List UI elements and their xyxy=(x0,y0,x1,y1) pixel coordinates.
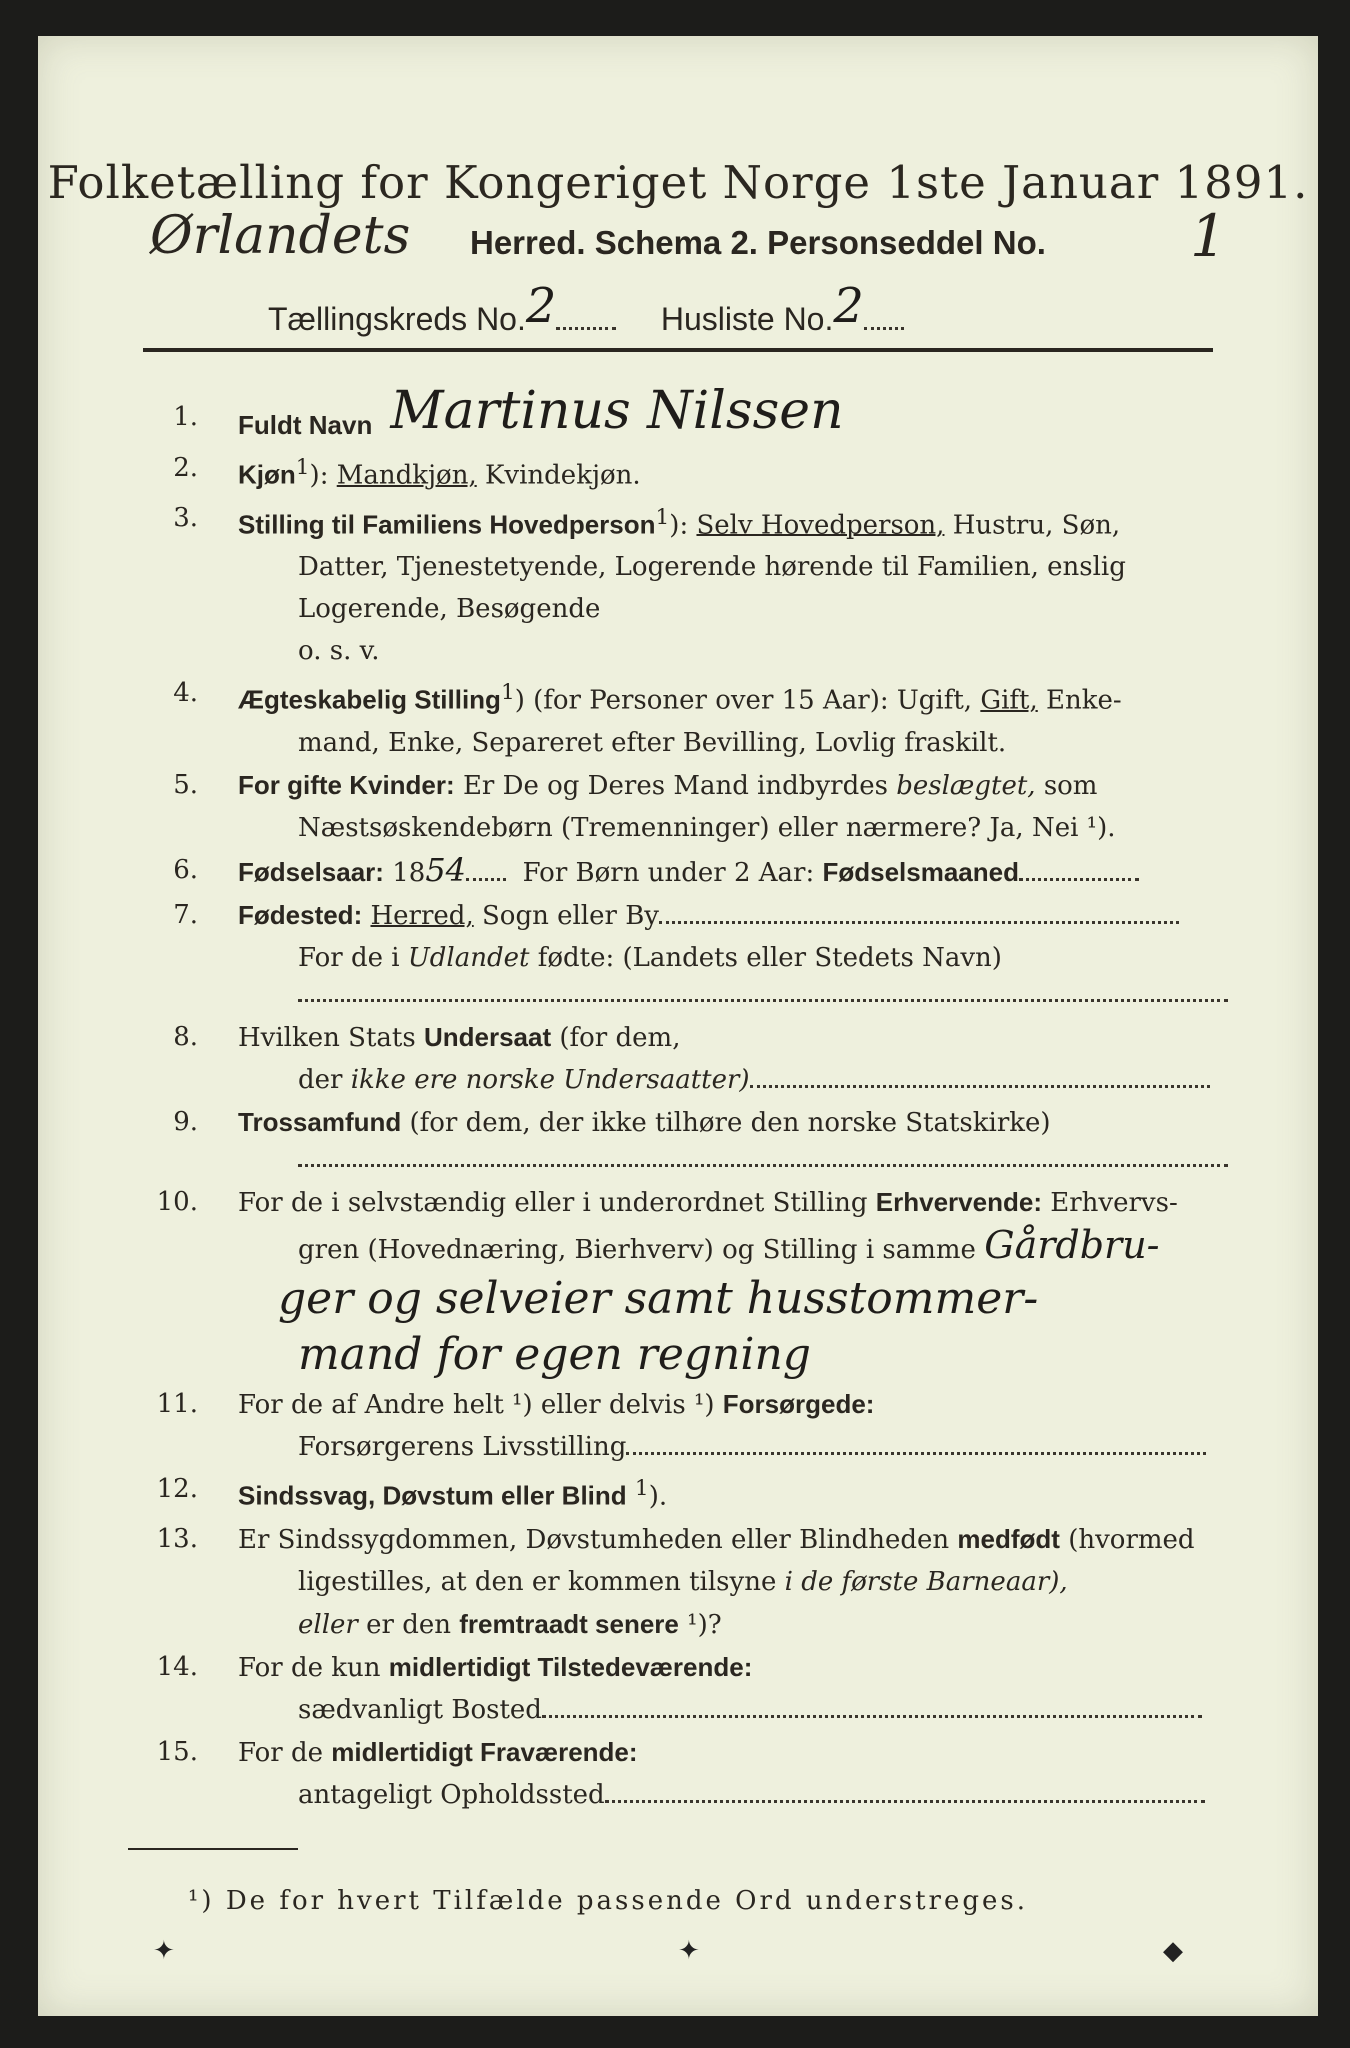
herred-name-handwritten: Ørlandets xyxy=(150,206,411,266)
occupation-handwritten-3: mand for egen regning xyxy=(298,1328,811,1380)
husliste-label: Husliste No. xyxy=(660,301,834,337)
occupation-handwritten-2: ger og selveier samt husstommer- xyxy=(278,1272,1039,1324)
kreds-label: Tællingskreds No. xyxy=(268,301,526,337)
schema-label: Herred. Schema 2. Personseddel No. xyxy=(470,224,1046,261)
questions-list xyxy=(118,381,1228,1816)
person-number: 1 xyxy=(1190,202,1227,270)
item-3: 3. Stilling til Familiens Hovedperson$^1$): Selv Hovedperson, Hustru, Søn, Datter, Tjenestetyende, Logerende hørende til Familien, enslig Logerende, Besøgende o. s. v. xyxy=(173,502,1126,667)
footnote: ¹) De for hvert Tilfælde passende Ord understreges. xyxy=(188,1886,1029,1916)
item-11: 11. For de af Andre helt ¹) eller delvis ¹) Forsørgede: Forsørgerens Livsstilling xyxy=(118,1383,1228,1468)
ink-mark-icon: ✦ xyxy=(153,1936,175,1966)
kreds-row xyxy=(268,278,904,342)
item-9: 9. Trossamfund (for dem, der ikke tilhøre den norske Statskirke) xyxy=(118,1101,1228,1167)
item-15: 15. For de midlertidigt Fraværende: antageligt Opholdssted xyxy=(118,1731,1228,1816)
item-4: 4. Ægteskabelig Stilling$^1$) (for Personer over 15 Aar): Ugift, Gift, Enke- mand, Enke, Separeret efter Bevilling, Lovlig fraskilt. xyxy=(173,678,1122,758)
item-7: 7. Fødested: Herred, Sogn eller By For de i Udlandet fødte: (Landets eller Stedets Navn) xyxy=(118,894,1228,1002)
marital-selected: Gift, xyxy=(980,685,1038,716)
husliste-number: 2 xyxy=(833,278,864,334)
position-selected: Selv Hovedperson, xyxy=(696,510,945,541)
item-6: 6. Fødselsaar: 1854 For Børn under 2 Aar: Fødselsmaaned xyxy=(118,849,1228,894)
item-8: 8. Hvilken Stats Undersaat (for dem, der ikke ere norske Undersaatter) xyxy=(118,1016,1228,1101)
footnote-rule xyxy=(128,1848,298,1850)
header-rule xyxy=(143,348,1213,352)
birthplace-selected: Herred, xyxy=(370,900,474,931)
full-name-handwritten: Martinus Nilssen xyxy=(390,381,844,441)
item-1: 1. Fuldt Navn Martinus Nilssen xyxy=(173,381,844,441)
item-5: 5. For gifte Kvinder: Er De og Deres Mand indbyrdes beslægtet, som Næstsøskendebørn (Tremenninger) eller nærmere? Ja, Nei ¹). xyxy=(173,769,1116,843)
item-2: 2. Kjøn$^1$): Mandkjøn, Kvindekjøn. xyxy=(173,453,641,491)
birth-year-handwritten: 54 xyxy=(425,850,467,889)
item-13: 13. Er Sindssygdommen, Døvstumheden eller Blindheden medfødt (hvormed ligestilles, at den er kommen tilsyne i de første Barneaar), eller er den fremtraadt senere ¹)? xyxy=(156,1523,1195,1640)
ink-mark-icon: ◆ xyxy=(1163,1936,1183,1966)
ink-mark-icon: ✦ xyxy=(678,1936,700,1966)
gender-selected: Mandkjøn, xyxy=(336,460,477,491)
kreds-number: 2 xyxy=(525,278,557,334)
census-form-sheet xyxy=(38,36,1318,2016)
item-12: 12. Sindssvag, Døvstum eller Blind $^1$). xyxy=(156,1473,668,1512)
form-title: Folketælling for Kongeriget Norge 1ste Januar 1891. xyxy=(47,156,1309,209)
item-14: 14. For de kun midlertidigt Tilstedeværende: sædvanligt Bosted xyxy=(118,1646,1228,1731)
item-10: 10. For de i selvstændig eller i underordnet Stilling Erhvervende: Erhvervs- gren (Hovednæring, Bierhverv) og Stilling i samme Gårdbru- ger og selveier samt husstommer- mand for egen regning xyxy=(118,1181,1228,1383)
occupation-handwritten-1: Gårdbru- xyxy=(984,1222,1160,1267)
